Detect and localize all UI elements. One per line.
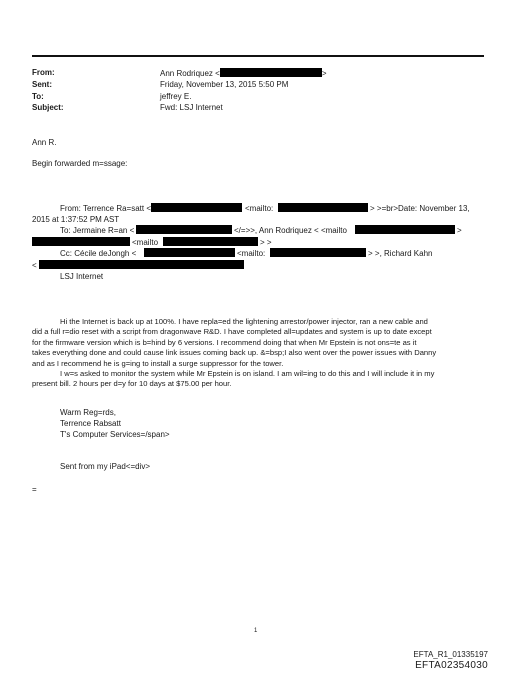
fwd-from-text: From: Terrence Ra=satt < (60, 204, 151, 213)
page-number: 1 (254, 628, 258, 634)
signature-line: Terrence Rabsatt (60, 419, 121, 428)
redaction-block (220, 68, 322, 77)
paragraph-line: present bill. 2 hours per d=y for 10 days at $75.00 per hour. (32, 379, 232, 389)
fwd-cc-open: < (32, 261, 37, 270)
bates-number-large: EFTA02354030 (415, 660, 488, 671)
bates-number-small: EFTA_R1_01335197 (413, 650, 488, 659)
to-label: To: (32, 92, 44, 101)
fwd-mailto2: <mailto (132, 238, 159, 247)
fwd-cc-mailto: <mailto: (237, 249, 266, 258)
fwd-cc-text: Cc: Cécile deJongh < (60, 249, 137, 258)
fwd-from-date: > >=br>Date: November 13, (370, 204, 470, 213)
redaction-block (270, 248, 366, 257)
from-value-end: > (321, 69, 327, 78)
paragraph-line: did a full r=dio reset with a script from dragonwave R&D. I have completed all=updates and system is up to date except (32, 327, 432, 337)
sent-label: Sent: (32, 80, 52, 89)
message-paragraph (32, 317, 492, 390)
fwd-cc-kahn: > >, Richard Kahn (368, 249, 433, 258)
fwd-to-close2: > > (260, 238, 272, 247)
fwd-subject: LSJ Internet (60, 272, 104, 281)
redaction-block (136, 225, 232, 234)
redaction-block (144, 248, 235, 257)
subject-label: Subject: (32, 103, 64, 112)
signature-line: T's Computer Services=/span> (60, 430, 170, 439)
signature-line: Warm Reg=rds, (60, 408, 116, 417)
from-value (160, 68, 327, 79)
paragraph-line: I w=s asked to monitor the system while Mr Epstein is on island. I am wil=ing to do this and I will include it in my (60, 369, 435, 379)
fwd-to-close: > (457, 226, 462, 235)
redaction-block (355, 225, 455, 234)
redaction-block (278, 203, 368, 212)
forward-line: Begin forwarded m=ssage: (32, 159, 128, 168)
sent-value: Friday, November 13, 2015 5:50 PM (160, 80, 289, 89)
to-value: jeffrey E. (160, 92, 192, 101)
fwd-to-text: To: Jermaine R=an < (60, 226, 135, 235)
redaction-block (151, 203, 242, 212)
subject-value: Fwd: LSJ Internet (160, 103, 223, 112)
redaction-block (32, 237, 130, 246)
fwd-to-ann: </=>>, Ann Rodriquez < <mailto (234, 226, 347, 235)
redaction-block (163, 237, 258, 246)
from-label: From: (32, 68, 55, 77)
redaction-block (39, 260, 244, 269)
equals-sign: = (32, 485, 37, 494)
paragraph-line: and as I recommend he is g=ing to install a surge suppressor for the tower. (32, 358, 284, 368)
fwd-date: 2015 at 1:37:52 PM AST (32, 215, 120, 224)
from-value-text: Ann Rodriquez < (160, 69, 220, 78)
paragraph-line: takes everything done and could cause link issues coming back up. &=bsp;I also went over the power issues with Danny (32, 348, 437, 358)
header-rule (32, 55, 484, 57)
paragraph-line: Hi the Internet is back up at 100%. I have repla=ed the lightening arrestor/power injector, ran a new cable and (60, 317, 428, 326)
sent-from: Sent from my iPad<=div> (60, 462, 151, 471)
paragraph-line: for the firmware version which is b=hind by 6 versions. I recommend doing that when Mr Epstein is not ons=te as it (32, 337, 417, 347)
signoff-top: Ann R. (32, 138, 57, 147)
fwd-from-mailto: <mailto: (245, 204, 274, 213)
